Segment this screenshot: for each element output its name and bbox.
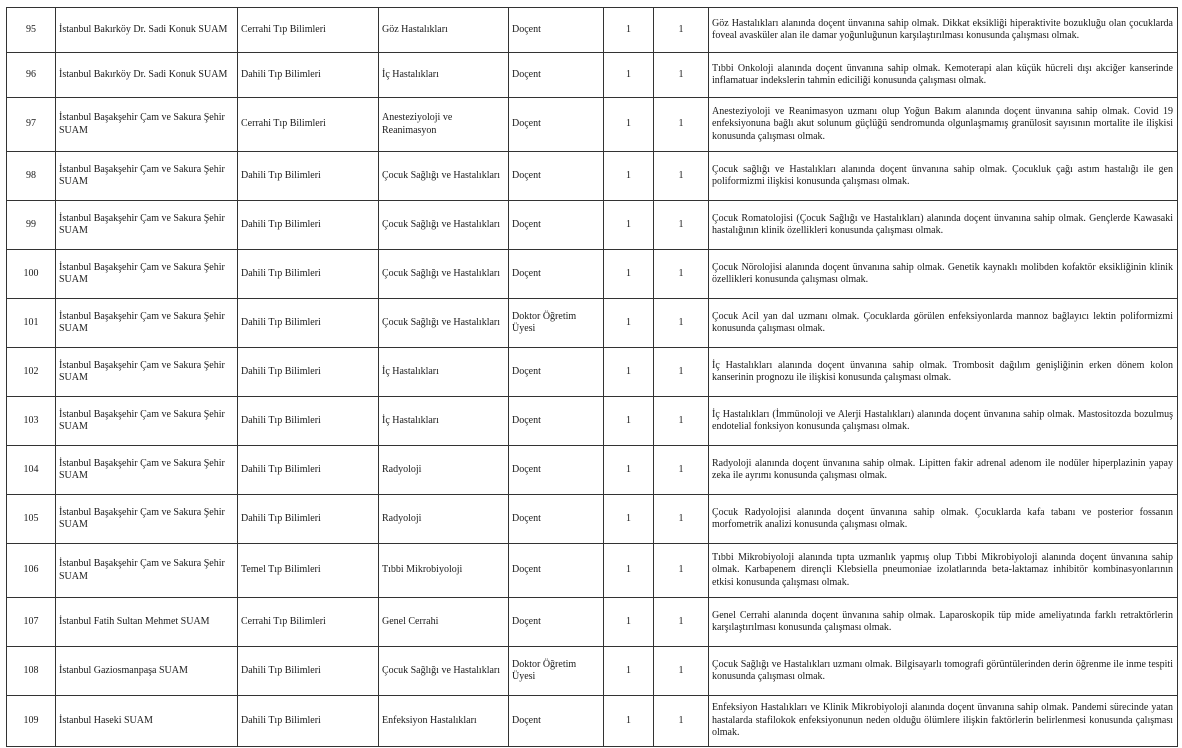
- field-cell: Dahili Tıp Bilimleri: [238, 397, 379, 446]
- hospital-cell: İstanbul Başakşehir Çam ve Sakura Şehir SUAM: [56, 348, 238, 397]
- count-2-cell: 1: [654, 98, 709, 152]
- count-1-cell: 1: [604, 250, 654, 299]
- count-1-cell: 1: [604, 397, 654, 446]
- count-1-cell: 1: [604, 8, 654, 53]
- field-cell: Dahili Tıp Bilimleri: [238, 152, 379, 201]
- hospital-cell: İstanbul Gaziosmanpaşa SUAM: [56, 647, 238, 696]
- description-cell: Çocuk Nörolojisi alanında doçent ünvanına sahip olmak. Genetik kaynaklı molibden kofaktör eksikliğinin klinik özellikleri konusunda çalışması olmak.: [709, 250, 1178, 299]
- description-cell: İç Hastalıkları (İmmünoloji ve Alerji Hastalıkları) alanında doçent ünvanına sahip olmak. Mastositozda bozulmuş endotelial fonksiyon konusunda çalışması olmak.: [709, 397, 1178, 446]
- table-row: [7, 152, 1178, 201]
- table-row: [7, 299, 1178, 348]
- count-1-cell: 1: [604, 598, 654, 647]
- table-row: [7, 250, 1178, 299]
- row-number: 107: [7, 598, 56, 647]
- description-cell: Tıbbi Onkoloji alanında doçent ünvanına sahip olmak. Kemoterapi alan küçük hücreli dışı akciğer kanserinde inflamatuar indekslerin tahmin ediciliği konusunda çalışması olmak.: [709, 53, 1178, 98]
- department-cell: Genel Cerrahi: [379, 598, 509, 647]
- title-cell: Doçent: [509, 397, 604, 446]
- title-cell: Doçent: [509, 495, 604, 544]
- title-cell: Doktor Öğretim Üyesi: [509, 647, 604, 696]
- field-cell: Dahili Tıp Bilimleri: [238, 446, 379, 495]
- row-number: 103: [7, 397, 56, 446]
- row-number: 96: [7, 53, 56, 98]
- count-2-cell: 1: [654, 201, 709, 250]
- hospital-cell: İstanbul Başakşehir Çam ve Sakura Şehir SUAM: [56, 495, 238, 544]
- row-number: 102: [7, 348, 56, 397]
- row-number: 105: [7, 495, 56, 544]
- title-cell: Doçent: [509, 544, 604, 598]
- table-row: [7, 544, 1178, 598]
- count-2-cell: 1: [654, 397, 709, 446]
- description-cell: Çocuk Sağlığı ve Hastalıkları uzmanı olmak. Bilgisayarlı tomografi görüntülerinden derin öğrenme ile inme tespiti konusunda çalışması olmak.: [709, 647, 1178, 696]
- hospital-cell: İstanbul Başakşehir Çam ve Sakura Şehir SUAM: [56, 201, 238, 250]
- department-cell: Göz Hastalıkları: [379, 8, 509, 53]
- count-1-cell: 1: [604, 299, 654, 348]
- row-number: 99: [7, 201, 56, 250]
- hospital-cell: İstanbul Fatih Sultan Mehmet SUAM: [56, 598, 238, 647]
- field-cell: Dahili Tıp Bilimleri: [238, 348, 379, 397]
- department-cell: İç Hastalıkları: [379, 348, 509, 397]
- table-row: [7, 598, 1178, 647]
- title-cell: Doçent: [509, 250, 604, 299]
- title-cell: Doçent: [509, 201, 604, 250]
- count-1-cell: 1: [604, 544, 654, 598]
- hospital-cell: İstanbul Başakşehir Çam ve Sakura Şehir SUAM: [56, 544, 238, 598]
- row-number: 100: [7, 250, 56, 299]
- title-cell: Doçent: [509, 98, 604, 152]
- description-cell: Çocuk Acil yan dal uzmanı olmak. Çocuklarda görülen enfeksiyonlarda mannoz bağlayıcı lektin poliformizmi konusunda çalışması olmak.: [709, 299, 1178, 348]
- hospital-cell: İstanbul Bakırköy Dr. Sadi Konuk SUAM: [56, 8, 238, 53]
- table-row: [7, 397, 1178, 446]
- description-cell: Çocuk sağlığı ve Hastalıkları alanında doçent ünvanına sahip olmak. Çocukluk çağı astım hastalığı ile gen poliformizmi ilişkisi konusunda çalışması olmak.: [709, 152, 1178, 201]
- count-2-cell: 1: [654, 647, 709, 696]
- table-row: [7, 8, 1178, 53]
- department-cell: Radyoloji: [379, 446, 509, 495]
- hospital-cell: İstanbul Başakşehir Çam ve Sakura Şehir SUAM: [56, 152, 238, 201]
- count-2-cell: 1: [654, 495, 709, 544]
- hospital-cell: İstanbul Haseki SUAM: [56, 696, 238, 747]
- count-2-cell: 1: [654, 544, 709, 598]
- description-cell: Anesteziyoloji ve Reanimasyon uzmanı olup Yoğun Bakım alanında doçent ünvanına sahip olmak. Covid 19 enfeksiyonuna bağlı akut solunum güçlüğü sendromunda olgunlaşmamış granülosit sayısının mortalite ile ilişkisi konusunda çalışması olmak.: [709, 98, 1178, 152]
- field-cell: Temel Tıp Bilimleri: [238, 544, 379, 598]
- count-2-cell: 1: [654, 446, 709, 495]
- hospital-cell: İstanbul Başakşehir Çam ve Sakura Şehir SUAM: [56, 299, 238, 348]
- title-cell: Doçent: [509, 348, 604, 397]
- table-body: [7, 8, 1178, 747]
- department-cell: Çocuk Sağlığı ve Hastalıkları: [379, 647, 509, 696]
- field-cell: Cerrahi Tıp Bilimleri: [238, 8, 379, 53]
- count-2-cell: 1: [654, 598, 709, 647]
- count-1-cell: 1: [604, 696, 654, 747]
- count-1-cell: 1: [604, 348, 654, 397]
- count-2-cell: 1: [654, 299, 709, 348]
- table-row: [7, 495, 1178, 544]
- row-number: 98: [7, 152, 56, 201]
- row-number: 101: [7, 299, 56, 348]
- field-cell: Dahili Tıp Bilimleri: [238, 201, 379, 250]
- row-number: 104: [7, 446, 56, 495]
- count-2-cell: 1: [654, 53, 709, 98]
- count-2-cell: 1: [654, 250, 709, 299]
- department-cell: Tıbbi Mikrobiyoloji: [379, 544, 509, 598]
- hospital-cell: İstanbul Başakşehir Çam ve Sakura Şehir SUAM: [56, 397, 238, 446]
- row-number: 108: [7, 647, 56, 696]
- description-cell: İç Hastalıkları alanında doçent ünvanına sahip olmak. Trombosit dağılım genişliğinin erken dönem kolon kanserinin prognozu ile ilişkisi konusunda çalışması olmak.: [709, 348, 1178, 397]
- department-cell: Çocuk Sağlığı ve Hastalıkları: [379, 201, 509, 250]
- table-row: [7, 446, 1178, 495]
- count-2-cell: 1: [654, 8, 709, 53]
- title-cell: Doçent: [509, 152, 604, 201]
- row-number: 97: [7, 98, 56, 152]
- count-1-cell: 1: [604, 446, 654, 495]
- department-cell: Anesteziyoloji ve Reanimasyon: [379, 98, 509, 152]
- count-2-cell: 1: [654, 152, 709, 201]
- title-cell: Doçent: [509, 53, 604, 98]
- field-cell: Cerrahi Tıp Bilimleri: [238, 598, 379, 647]
- hospital-cell: İstanbul Başakşehir Çam ve Sakura Şehir SUAM: [56, 446, 238, 495]
- table-row: [7, 696, 1178, 747]
- table-row: [7, 201, 1178, 250]
- title-cell: Doçent: [509, 446, 604, 495]
- count-2-cell: 1: [654, 696, 709, 747]
- row-number: 95: [7, 8, 56, 53]
- field-cell: Dahili Tıp Bilimleri: [238, 250, 379, 299]
- table-row: [7, 53, 1178, 98]
- hospital-cell: İstanbul Başakşehir Çam ve Sakura Şehir SUAM: [56, 98, 238, 152]
- department-cell: İç Hastalıkları: [379, 397, 509, 446]
- field-cell: Dahili Tıp Bilimleri: [238, 647, 379, 696]
- field-cell: Dahili Tıp Bilimleri: [238, 696, 379, 747]
- description-cell: Çocuk Radyolojisi alanında doçent ünvanına sahip olmak. Çocuklarda kafa tabanı ve posterior fossanın morfometrik analizi konusunda çalışması olmak.: [709, 495, 1178, 544]
- count-1-cell: 1: [604, 647, 654, 696]
- hospital-cell: İstanbul Başakşehir Çam ve Sakura Şehir SUAM: [56, 250, 238, 299]
- department-cell: Radyoloji: [379, 495, 509, 544]
- row-number: 109: [7, 696, 56, 747]
- count-2-cell: 1: [654, 348, 709, 397]
- count-1-cell: 1: [604, 152, 654, 201]
- description-cell: Çocuk Romatolojisi (Çocuk Sağlığı ve Hastalıkları) alanında doçent ünvanına sahip olmak. Gençlerde Kawasaki hastalığının klinik özellikleri konusunda çalışması olmak.: [709, 201, 1178, 250]
- count-1-cell: 1: [604, 98, 654, 152]
- title-cell: Doktor Öğretim Üyesi: [509, 299, 604, 348]
- description-cell: Radyoloji alanında doçent ünvanına sahip olmak. Lipitten fakir adrenal adenom ile nodüler hiperplazinin yapay zeka ile ayrımı konusunda çalışması olmak.: [709, 446, 1178, 495]
- department-cell: İç Hastalıkları: [379, 53, 509, 98]
- table-row: [7, 647, 1178, 696]
- title-cell: Doçent: [509, 696, 604, 747]
- description-cell: Genel Cerrahi alanında doçent ünvanına sahip olmak. Laparoskopik tüp mide ameliyatında farklı retraktörlerin karşılaştırılması konusunda çalışması olmak.: [709, 598, 1178, 647]
- field-cell: Dahili Tıp Bilimleri: [238, 299, 379, 348]
- count-1-cell: 1: [604, 495, 654, 544]
- description-cell: Tıbbi Mikrobiyoloji alanında tıpta uzmanlık yapmış olup Tıbbi Mikrobiyoloji alanında doçent ünvanına sahip olmak. Karbapenem dirençli Klebsiella pneumoniae izolatlarında beta-laktamaz inhibitör kombinasyonlarının etkisi konusunda çalışması olmak.: [709, 544, 1178, 598]
- description-cell: Enfeksiyon Hastalıkları ve Klinik Mikrobiyoloji alanında doçent ünvanına sahip olmak. Pandemi sürecinde yatan hastalarda stafilokok enfeksiyonunun neden olduğu ölümlere ilişkin faktörlerin belirlenmesi konusunda çalışması olmak.: [709, 696, 1178, 747]
- hospital-cell: İstanbul Bakırköy Dr. Sadi Konuk SUAM: [56, 53, 238, 98]
- field-cell: Dahili Tıp Bilimleri: [238, 495, 379, 544]
- title-cell: Doçent: [509, 8, 604, 53]
- field-cell: Cerrahi Tıp Bilimleri: [238, 98, 379, 152]
- title-cell: Doçent: [509, 598, 604, 647]
- count-1-cell: 1: [604, 53, 654, 98]
- department-cell: Çocuk Sağlığı ve Hastalıkları: [379, 299, 509, 348]
- description-cell: Göz Hastalıkları alanında doçent ünvanına sahip olmak. Dikkat eksikliği hiperaktivite bozukluğu olan çocuklarda foveal avasküler alan ile damar yoğunluğunun karşılaştırılması konusunda çalışması olmak.: [709, 8, 1178, 53]
- department-cell: Enfeksiyon Hastalıkları: [379, 696, 509, 747]
- field-cell: Dahili Tıp Bilimleri: [238, 53, 379, 98]
- table-row: [7, 98, 1178, 152]
- department-cell: Çocuk Sağlığı ve Hastalıkları: [379, 250, 509, 299]
- table-row: [7, 348, 1178, 397]
- count-1-cell: 1: [604, 201, 654, 250]
- positions-table: [6, 7, 1178, 747]
- department-cell: Çocuk Sağlığı ve Hastalıkları: [379, 152, 509, 201]
- row-number: 106: [7, 544, 56, 598]
